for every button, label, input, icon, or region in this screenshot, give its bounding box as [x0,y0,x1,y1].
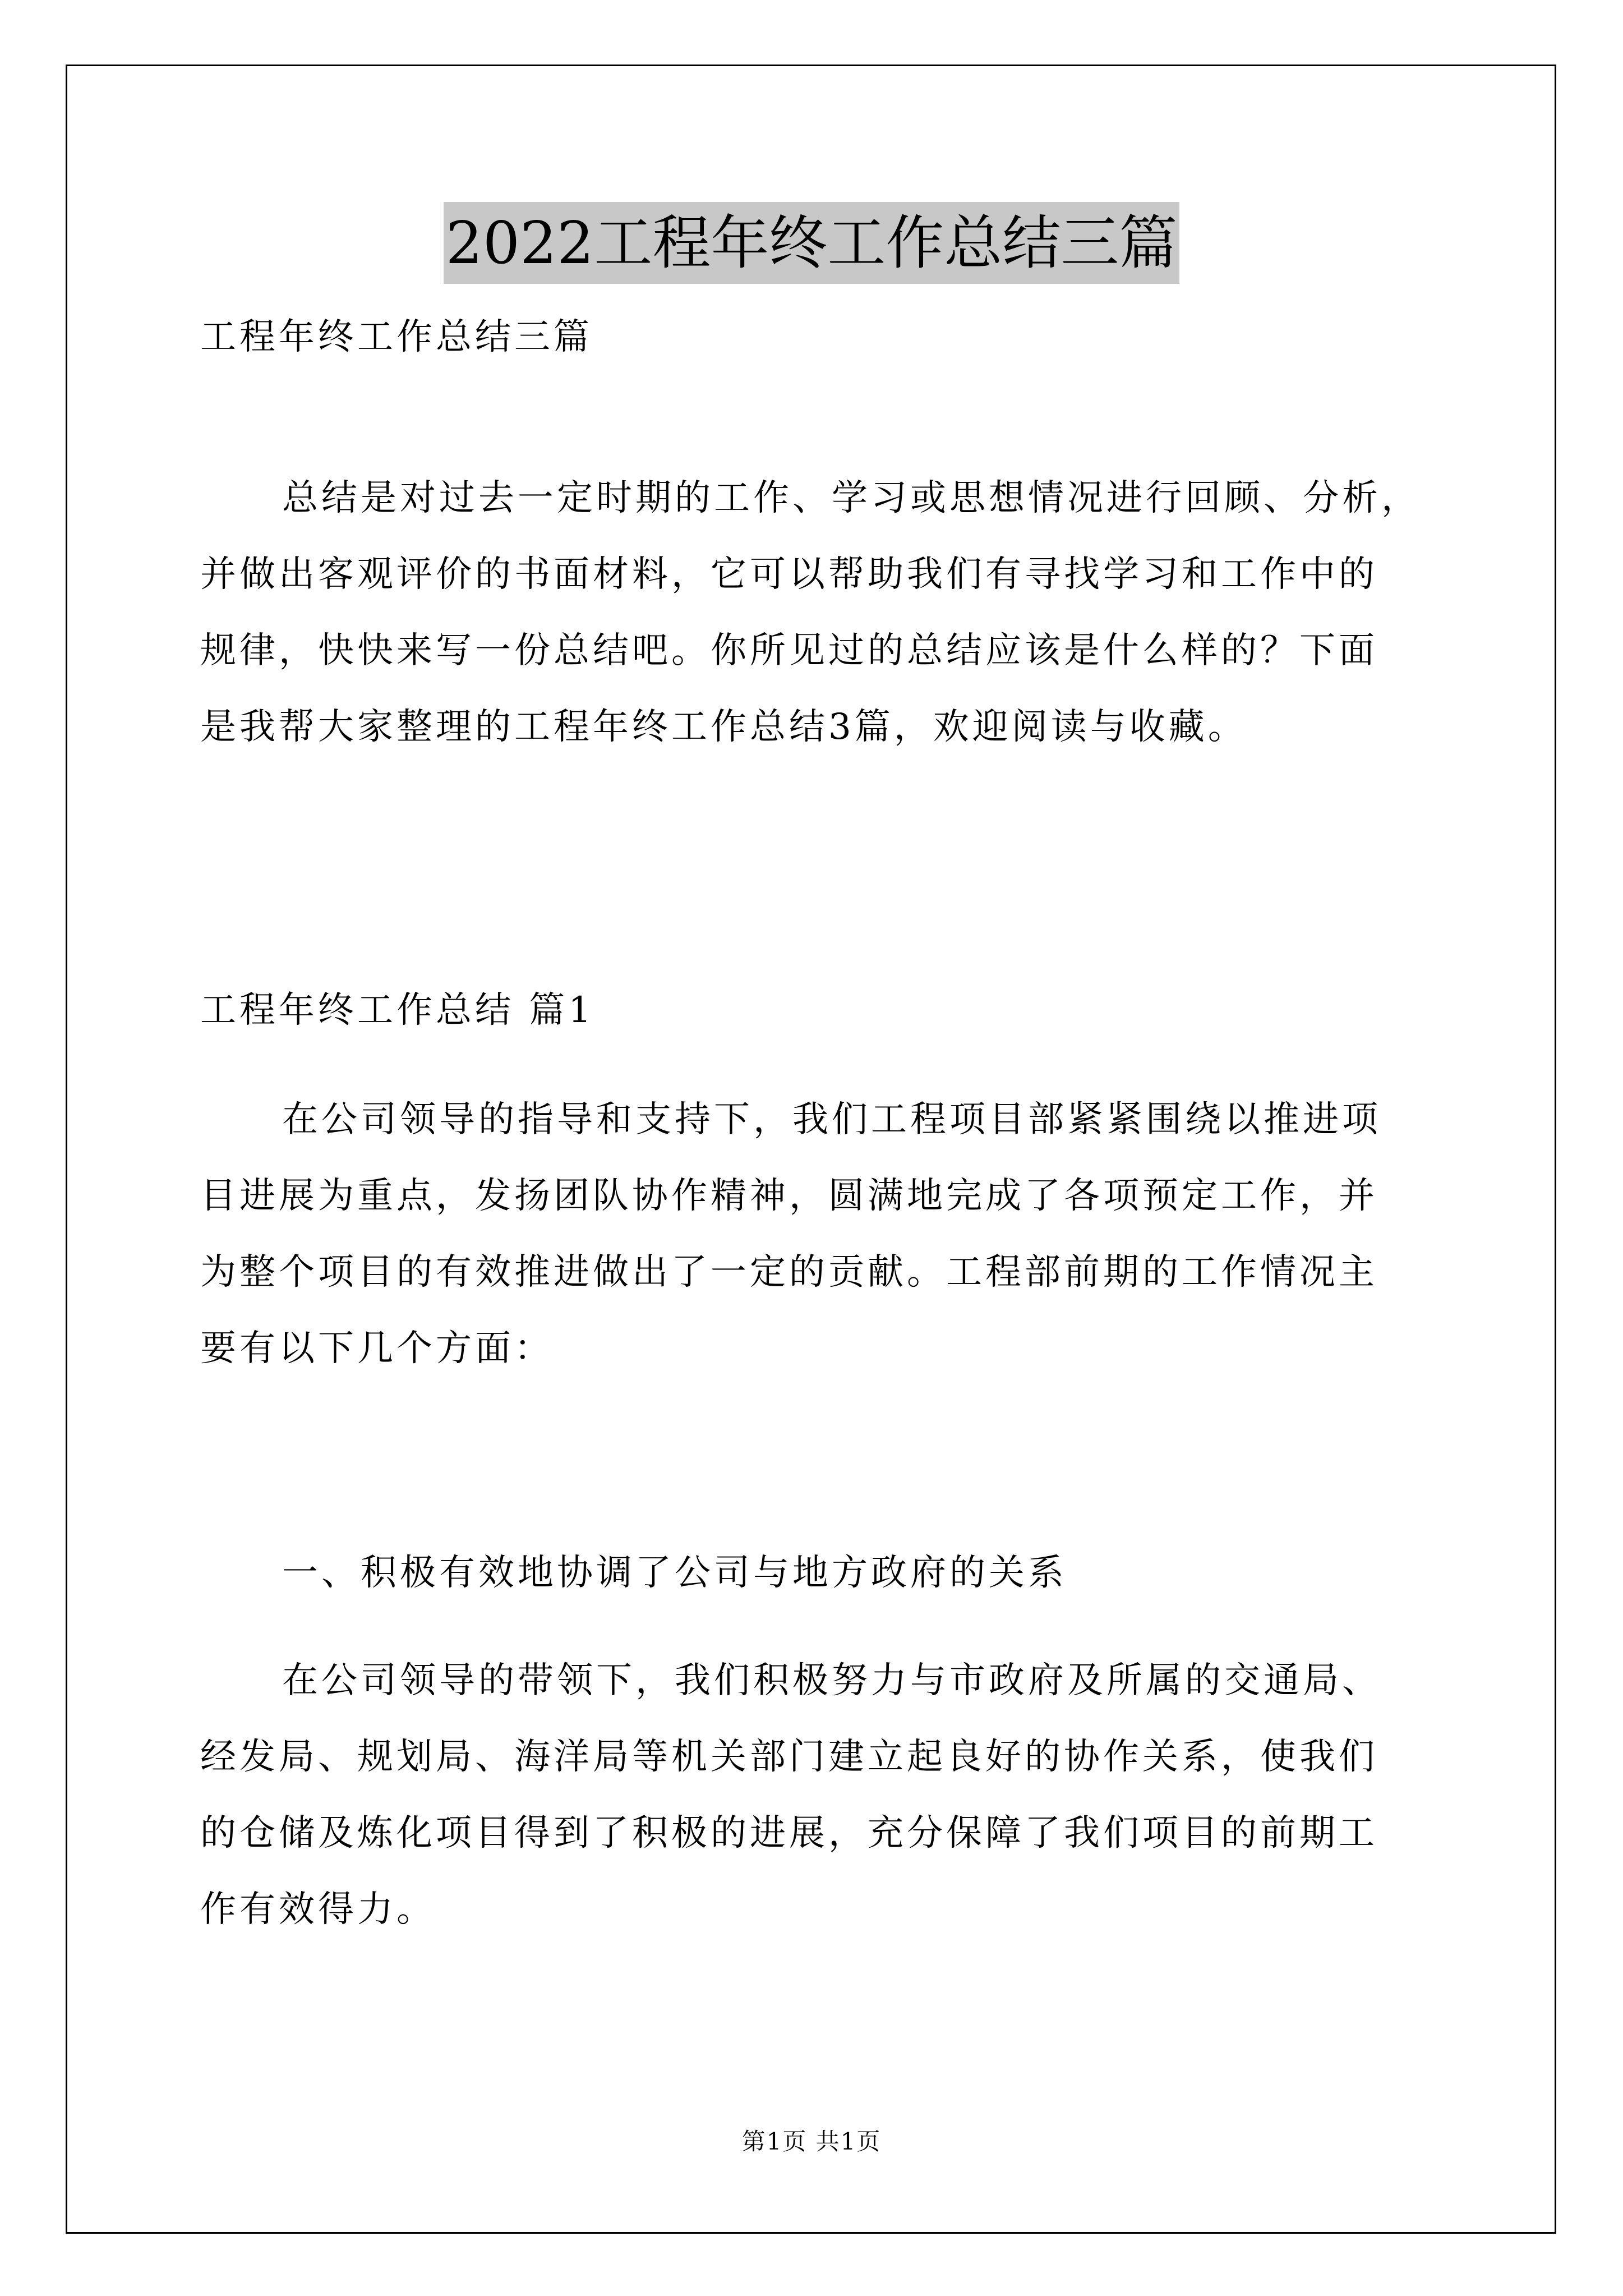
point1-paragraph [200,1642,1434,1948]
intro-line: 是我帮大家整理的工程年终工作总结3篇，欢迎阅读与收藏。 [200,706,1247,748]
section1-line: 为整个项目的有效推进做出了一定的贡献。工程部前期的工作情况主 [200,1251,1378,1293]
document-title: 2022工程年终工作总结三篇 [444,202,1180,284]
point1-heading-block [200,1535,1434,1611]
point1-heading: 一、积极有效地协调了公司与地方政府的关系 [282,1552,1067,1594]
title-wrap [0,202,1623,284]
point1-line: 作有效得力。 [200,1889,436,1930]
intro-line: 总结是对过去一定时期的工作、学习或思想情况进行回顾、分析， [282,477,1421,519]
section1-paragraph [200,1082,1434,1387]
section1-heading: 工程年终工作总结 篇1 [200,990,595,1031]
intro-paragraph [200,460,1434,765]
intro-line: 规律，快快来写一份总结吧。你所见过的总结应该是什么样的？下面 [200,630,1378,671]
intro-line: 并做出客观评价的书面材料，它可以帮助我们有寻找学习和工作中的 [200,554,1378,595]
point1-line: 经发局、规划局、海洋局等机关部门建立起良好的协作关系，使我们 [200,1736,1378,1778]
document-subtitle: 工程年终工作总结三篇 [200,316,593,358]
page-footer: 第1页 共1页 [741,2128,882,2155]
section1-line: 目进展为重点，发扬团队协作精神，圆满地完成了各项预定工作，并 [200,1175,1378,1217]
section1-line: 要有以下几个方面： [200,1328,554,1369]
point1-line: 的仓储及炼化项目得到了积极的进展，充分保障了我们项目的前期工 [200,1812,1378,1854]
point1-line: 在公司领导的带领下，我们积极努力与市政府及所属的交通局、 [282,1660,1381,1701]
section1-line: 在公司领导的指导和支持下，我们工程项目部紧紧围绕以推进项 [282,1099,1381,1140]
